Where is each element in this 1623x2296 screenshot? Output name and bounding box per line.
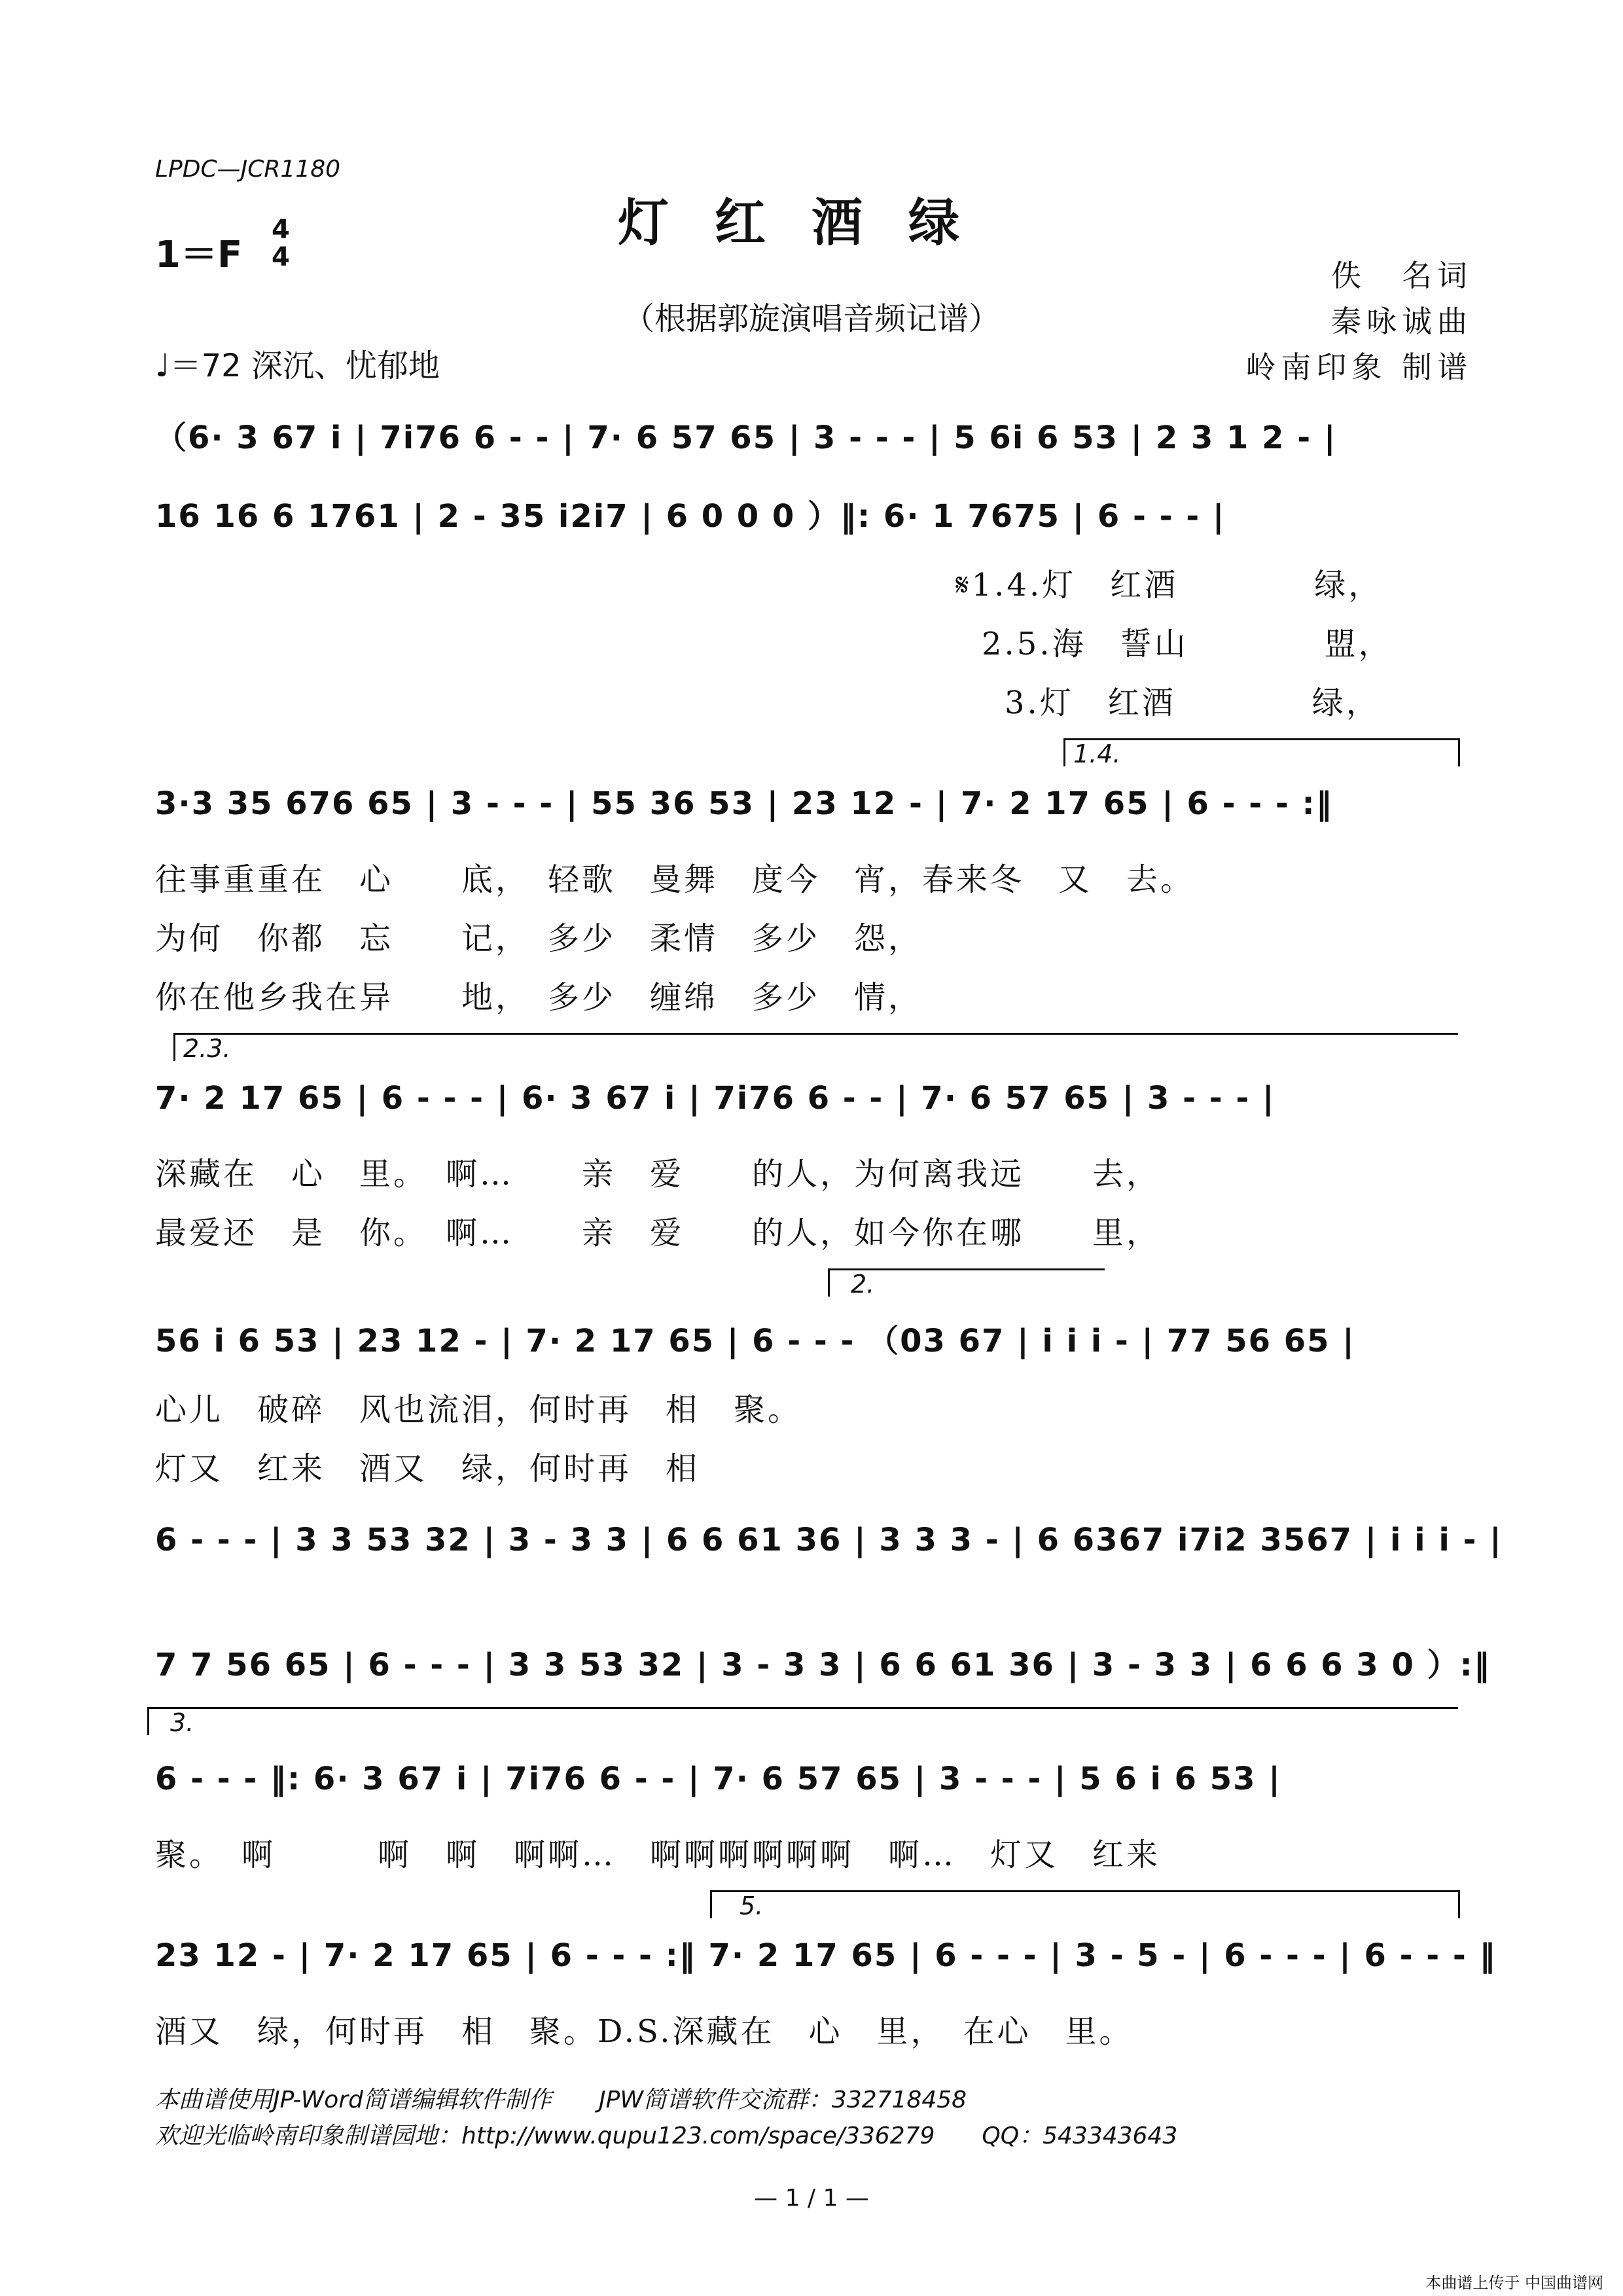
lyrics-line-9: 酒又 绿，何时再 相 聚。D.S.深藏在 心 里， 在心 里。	[155, 2013, 1133, 2050]
lyrics-line-3-verse-3: 你在他乡我在异 地， 多少 缠绵 多少 情，	[155, 979, 923, 1016]
notes-line-3: 3·3 35 676 65 | 3 - - - | 55 36 53 | 23 12 - | 7· 2 17 65 | 6 - - - :‖	[155, 785, 1333, 822]
upload-credit: 本曲谱上传于 中国曲谱网	[1425, 2274, 1603, 2292]
verse-intro-1: 𝄋1.4.灯 红酒 绿，	[955, 567, 1383, 603]
lyrics-line-5-verse-2: 灯又 红来 酒又 绿，何时再 相	[155, 1450, 700, 1487]
arranger-credit: 岭南印象 制谱	[1245, 350, 1472, 385]
volta-bracket-5	[710, 1890, 1460, 1918]
volta-bracket-3	[147, 1707, 1458, 1735]
verse-intro-2: 2.5.海 誓山 盟，	[982, 626, 1393, 662]
footer-website-note: 欢迎光临岭南印象制谱园地：http://www.qupu123.com/space/336279 QQ：543343643	[155, 2123, 1178, 2149]
notes-line-9: 23 12 - | 7· 2 17 65 | 6 - - - :‖ 7· 2 17 65 | 6 - - - | 3 - 5 - | 6 - - - | 6 - - - ‖	[155, 1937, 1497, 1974]
volta-label-1-4: 1.4.	[1073, 740, 1121, 768]
score-code: LPDC—JCR1180	[155, 156, 341, 183]
volta-bracket-2-3	[173, 1033, 1458, 1061]
volta-label-2-3: 2.3.	[183, 1034, 231, 1063]
volta-label-2: 2.	[851, 1270, 875, 1299]
notes-line-5: 56 i 6 53 | 23 12 - | 7· 2 17 65 | 6 - - - （03 67 | i i i - | 77 56 65 |	[155, 1323, 1355, 1359]
volta-label-3: 3.	[170, 1708, 194, 1737]
tempo-marking: ♩＝72 深沉、忧郁地	[155, 348, 440, 384]
lyrics-line-3-verse-1: 往事重重在 心 底， 轻歌 曼舞 度今 宵，春来冬 又 去。	[155, 861, 1195, 898]
notes-line-7: 7 7 56 65 | 6 - - - | 3 3 53 32 | 3 - 3 3 | 6 6 61 36 | 3 - 3 3 | 6 6 6 3 0 ）:‖	[155, 1647, 1491, 1683]
volta-label-5: 5.	[740, 1892, 764, 1920]
notes-line-1: （6· 3 67 i | 7i76 6 - - | 7· 6 57 65 | 3 - - - | 5 6i 6 53 | 2 3 1 2 - |	[155, 420, 1337, 456]
footer-software-note: 本曲谱使用JP-Word简谱编辑软件制作 JPW简谱软件交流群：332718458	[155, 2087, 967, 2113]
page-number: — 1 / 1 —	[754, 2185, 869, 2212]
volta-bracket-1-4	[1063, 738, 1460, 766]
notes-line-8: 6 - - - ‖: 6· 3 67 i | 7i76 6 - - | 7· 6 57 65 | 3 - - - | 5 6 i 6 53 |	[155, 1761, 1281, 1797]
key-signature: 1＝F	[155, 234, 243, 276]
notes-line-4: 7· 2 17 65 | 6 - - - | 6· 3 67 i | 7i76 6 - - | 7· 6 57 65 | 3 - - - |	[155, 1080, 1275, 1117]
verse-intro-3: 3.灯 红酒 绿，	[1005, 685, 1380, 721]
song-title: 灯红酒绿	[617, 193, 1005, 253]
subtitle: （根据郭旋演唱音频记谱）	[622, 300, 1000, 337]
lyricist-credit: 佚 名词	[1331, 258, 1472, 293]
lyrics-line-4-verse-1: 深藏在 心 里。 啊… 亲 爱 的人，为何离我远 去，	[155, 1156, 1161, 1193]
notes-line-6: 6 - - - | 3 3 53 32 | 3 - 3 3 | 6 6 61 36 | 3 3 3 - | 6 6367 i7i2 3567 | i i i - |	[155, 1522, 1503, 1558]
composer-credit: 秦咏诚曲	[1331, 304, 1472, 339]
time-signature	[272, 216, 290, 271]
lyrics-line-3-verse-2: 为何 你都 忘 记， 多少 柔情 多少 怨，	[155, 920, 923, 957]
lyrics-line-5-verse-1: 心儿 破碎 风也流泪，何时再 相 聚。	[155, 1391, 802, 1428]
meter-bottom: 4	[272, 242, 290, 272]
lyrics-line-4-verse-2: 最爱还 是 你。 啊… 亲 爱 的人，如今你在哪 里，	[155, 1215, 1161, 1251]
lyrics-line-8: 聚。 啊 啊 啊 啊啊… 啊啊啊啊啊啊 啊… 灯又 红来	[155, 1837, 1161, 1873]
meter-top: 4	[272, 215, 290, 245]
notes-line-2: 16 16 6 1761 | 2 - 35 i2i7 | 6 0 0 0 ）‖: 6· 1 7675 | 6 - - - |	[155, 498, 1226, 535]
